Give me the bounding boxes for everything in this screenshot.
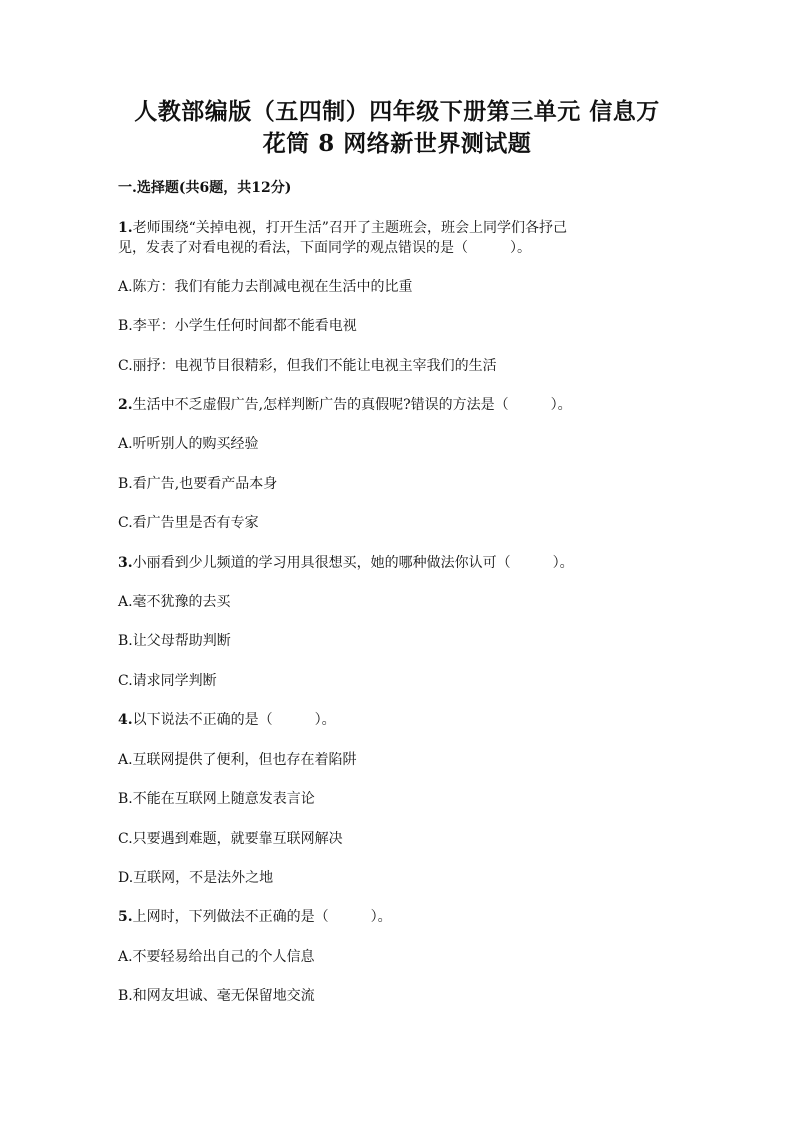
question-1-option-a: A.陈方：我们有能力去削减电视在生活中的比重 bbox=[118, 279, 413, 295]
question-1-option-c: C.丽抒：电视节目很精彩，但我们不能让电视主宰我们的生活 bbox=[118, 358, 497, 374]
question-2 bbox=[118, 395, 678, 415]
question-1-line-2: 见，发表了对看电视的看法，下面同学的观点错误的是（ ）。 bbox=[118, 240, 531, 256]
question-number: 4. bbox=[118, 712, 133, 728]
question-number: 2. bbox=[118, 397, 133, 413]
question-5-option-a: A.不要轻易给出自己的个人信息 bbox=[118, 949, 315, 965]
question-2-option-c: C.看广告里是否有专家 bbox=[118, 515, 259, 531]
question-text: 小丽看到少儿频道的学习用具很想买，她的哪种做法你认可（ ）。 bbox=[132, 555, 574, 571]
question-4-option-d: D.互联网，不是法外之地 bbox=[118, 870, 274, 886]
question-text: 老师围绕“关掉电视，打开生活”召开了主题班会，班会上同学们各抒己 bbox=[132, 220, 567, 236]
question-2-option-b: B.看广告,也要看产品本身 bbox=[118, 476, 278, 492]
question-4-option-b: B.不能在互联网上随意发表言论 bbox=[118, 791, 315, 807]
question-3-option-b: B.让父母帮助判断 bbox=[118, 633, 231, 649]
question-1-line-1 bbox=[118, 218, 678, 238]
question-4-option-a: A.互联网提供了便利，但也存在着陷阱 bbox=[118, 752, 357, 768]
question-3 bbox=[118, 553, 678, 573]
question-5-option-b: B.和网友坦诚、毫无保留地交流 bbox=[118, 988, 315, 1004]
question-number: 3. bbox=[118, 555, 133, 571]
question-number: 5. bbox=[118, 909, 133, 925]
document-title-line-2: 花筒 8 网络新世界测试题 bbox=[262, 130, 532, 157]
question-4 bbox=[118, 710, 678, 730]
question-text: 上网时，下列做法不正确的是（ ）。 bbox=[132, 909, 392, 925]
question-3-option-c: C.请求同学判断 bbox=[118, 673, 217, 689]
question-4-option-c: C.只要遇到难题，就要靠互联网解决 bbox=[118, 831, 343, 847]
question-5 bbox=[118, 907, 678, 927]
document-title-line-1: 人教部编版（五四制）四年级下册第三单元 信息万 bbox=[134, 98, 660, 125]
section-heading: 一.选择题(共6题，共12分) bbox=[118, 180, 292, 196]
question-text: 生活中不乏虚假广告,怎样判断广告的真假呢?错误的方法是（ ）。 bbox=[132, 397, 572, 413]
question-3-option-a: A.毫不犹豫的去买 bbox=[118, 594, 231, 610]
question-2-option-a: A.听听别人的购买经验 bbox=[118, 436, 259, 452]
question-text: 以下说法不正确的是（ ）。 bbox=[132, 712, 336, 728]
question-1-option-b: B.李平：小学生任何时间都不能看电视 bbox=[118, 318, 357, 334]
question-number: 1. bbox=[118, 220, 133, 236]
